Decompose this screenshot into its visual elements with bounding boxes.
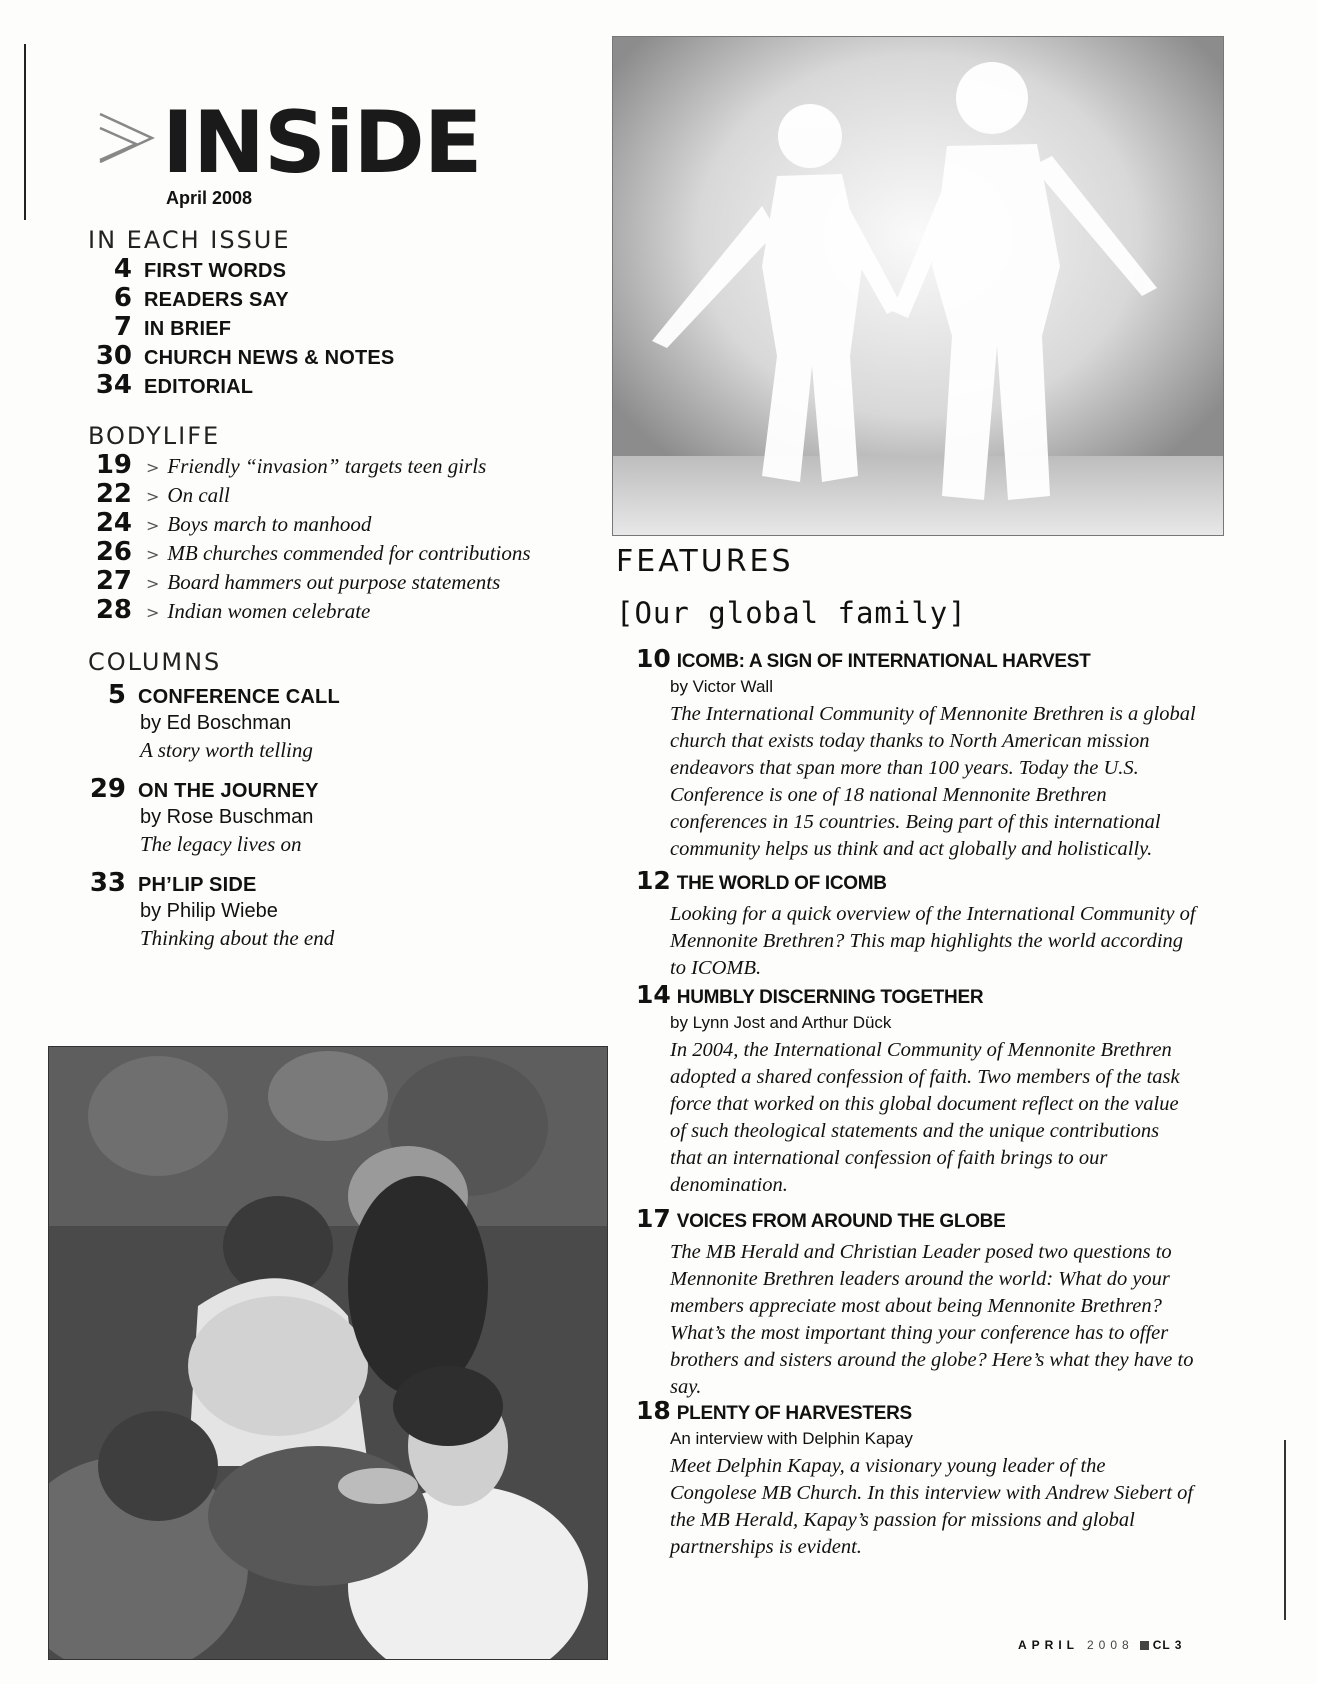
- footer-page-number: 3: [1174, 1638, 1183, 1652]
- item-title: MB churches commended for contributions: [167, 541, 531, 565]
- feature-description: The MB Herald and Christian Leader posed two questions to Mennonite Brethren leaders around the world: What do your members appreciate most about being Mennonite Brethren? What’s the most important thing your conference has to offer brothers and sisters around the globe? Here’s what they have to say.: [670, 1241, 1194, 1398]
- page-number: 33: [89, 868, 126, 898]
- column-entry[interactable]: [80, 868, 380, 958]
- page-number: 22: [95, 479, 132, 509]
- page-number: 26: [95, 537, 132, 567]
- page-number: 18: [636, 1396, 671, 1425]
- footer-year: 2008: [1087, 1638, 1134, 1652]
- page-title: INSiDE: [162, 93, 482, 193]
- feature-entry[interactable]: [636, 866, 1196, 982]
- feature-description: In 2004, the International Community of Mennonite Brethren adopted a shared confession of faith. Two members of the task force that worked on this global document reflect on the value of such theological statements and the unique contributions that an international confession of faith brings to our denomination.: [670, 1039, 1180, 1196]
- features-theme: [Our global family]: [616, 596, 967, 630]
- page-number: 30: [95, 341, 132, 371]
- column-entry[interactable]: [80, 774, 380, 864]
- column-title: PH’LIP SIDE: [138, 874, 257, 896]
- item-title: On call: [167, 483, 230, 507]
- chevron-right-icon: >: [146, 603, 160, 622]
- page-number: 10: [636, 644, 671, 673]
- issue-date: April 2008: [166, 188, 253, 208]
- column-title: ON THE JOURNEY: [138, 780, 319, 802]
- toc-item[interactable]: [80, 341, 394, 371]
- chevron-right-icon: >: [146, 574, 160, 593]
- page-number: 4: [113, 254, 132, 284]
- byline: An interview with Delphin Kapay: [670, 1429, 913, 1448]
- group-activity-photo: [48, 1046, 608, 1660]
- byline: by Victor Wall: [670, 677, 773, 696]
- toc-item[interactable]: [80, 283, 289, 313]
- item-label: EDITORIAL: [144, 376, 254, 398]
- feature-entry[interactable]: [636, 1204, 1196, 1401]
- section-heading-columns: COLUMNS: [88, 648, 222, 676]
- toc-item[interactable]: [80, 254, 286, 284]
- page-number: 7: [113, 312, 132, 342]
- page-number: 17: [636, 1204, 671, 1233]
- toc-item[interactable]: [80, 450, 486, 480]
- page-number: 27: [95, 566, 132, 596]
- feature-entry[interactable]: [636, 980, 1196, 1199]
- feature-entry[interactable]: [636, 644, 1196, 863]
- page-number: 24: [95, 508, 132, 538]
- byline: by Ed Boschman: [140, 712, 292, 734]
- scan-edge-line: [24, 44, 26, 220]
- column-title: CONFERENCE CALL: [138, 686, 340, 708]
- silhouette-photo: [612, 36, 1224, 536]
- toc-item[interactable]: [80, 595, 370, 625]
- item-label: FIRST WORDS: [144, 260, 287, 282]
- column-subtitle: A story worth telling: [140, 738, 313, 762]
- item-label: READERS SAY: [144, 289, 289, 311]
- page-footer: [1018, 1638, 1182, 1652]
- section-heading-features: FEATURES: [616, 544, 794, 579]
- feature-description: Looking for a quick overview of the International Community of Mennonite Brethren? This map highlights the world according to ICOMB.: [670, 903, 1196, 979]
- masthead: [96, 93, 482, 193]
- page-number: 19: [95, 450, 132, 480]
- item-title: Indian women celebrate: [167, 599, 371, 623]
- scan-edge-line-right: [1284, 1440, 1286, 1620]
- feature-title: VOICES FROM AROUND THE GLOBE: [676, 1211, 1006, 1232]
- footer-magazine: CL: [1152, 1638, 1171, 1652]
- page-number: 29: [89, 774, 126, 804]
- page-number: 14: [636, 980, 671, 1009]
- byline: by Rose Buschman: [140, 806, 314, 828]
- page-number: 34: [95, 370, 132, 400]
- item-title: Board hammers out purpose statements: [167, 570, 501, 594]
- chevron-right-icon: >: [146, 516, 160, 535]
- page-number: 28: [95, 595, 132, 625]
- feature-title: ICOMB: A SIGN OF INTERNATIONAL HARVEST: [676, 651, 1091, 672]
- footer-month: APRIL: [1018, 1638, 1079, 1652]
- feature-description: The International Community of Mennonite Brethren is a global church that exists today thanks to North American mission endeavors that span more than 100 years. Today the U.S. Conference is one of 18 national Mennonite Brethren conferences in 15 countries. Being part of this international community helps us think and act globally and holistically.: [670, 703, 1196, 860]
- feature-title: THE WORLD OF ICOMB: [676, 873, 887, 894]
- feature-title: HUMBLY DISCERNING TOGETHER: [676, 987, 984, 1008]
- toc-item[interactable]: [80, 312, 231, 342]
- page-number: 6: [113, 283, 132, 313]
- toc-item[interactable]: [80, 370, 253, 400]
- column-subtitle: The legacy lives on: [140, 832, 302, 856]
- item-title: Boys march to manhood: [167, 512, 372, 536]
- toc-item[interactable]: [80, 537, 531, 567]
- toc-item[interactable]: [80, 479, 230, 509]
- toc-item[interactable]: [80, 566, 500, 596]
- feature-description: Meet Delphin Kapay, a visionary young leader of the Congolese MB Church. In this interview with Andrew Siebert of the MB Herald, Kapay’s passion for missions and global partnerships is evident.: [670, 1455, 1194, 1558]
- page-number: 12: [636, 866, 671, 895]
- column-entry[interactable]: [80, 680, 380, 770]
- square-bullet-icon: [1140, 1641, 1149, 1650]
- toc-item[interactable]: [80, 508, 371, 538]
- arrow-outline-icon: [96, 108, 158, 178]
- chevron-right-icon: >: [146, 545, 160, 564]
- page-number: 5: [107, 680, 126, 710]
- section-heading-in-each-issue: IN EACH ISSUE: [88, 226, 291, 254]
- feature-entry[interactable]: [636, 1396, 1196, 1561]
- feature-title: PLENTY OF HARVESTERS: [676, 1403, 912, 1424]
- section-heading-bodylife: BODYLIFE: [88, 422, 221, 450]
- byline: by Lynn Jost and Arthur Dück: [670, 1013, 892, 1032]
- item-label: CHURCH NEWS & NOTES: [144, 347, 395, 369]
- item-title: Friendly “invasion” targets teen girls: [167, 454, 487, 478]
- column-subtitle: Thinking about the end: [140, 926, 335, 950]
- item-label: IN BRIEF: [144, 318, 232, 340]
- chevron-right-icon: >: [146, 487, 160, 506]
- byline: by Philip Wiebe: [140, 900, 278, 922]
- chevron-right-icon: >: [146, 458, 160, 477]
